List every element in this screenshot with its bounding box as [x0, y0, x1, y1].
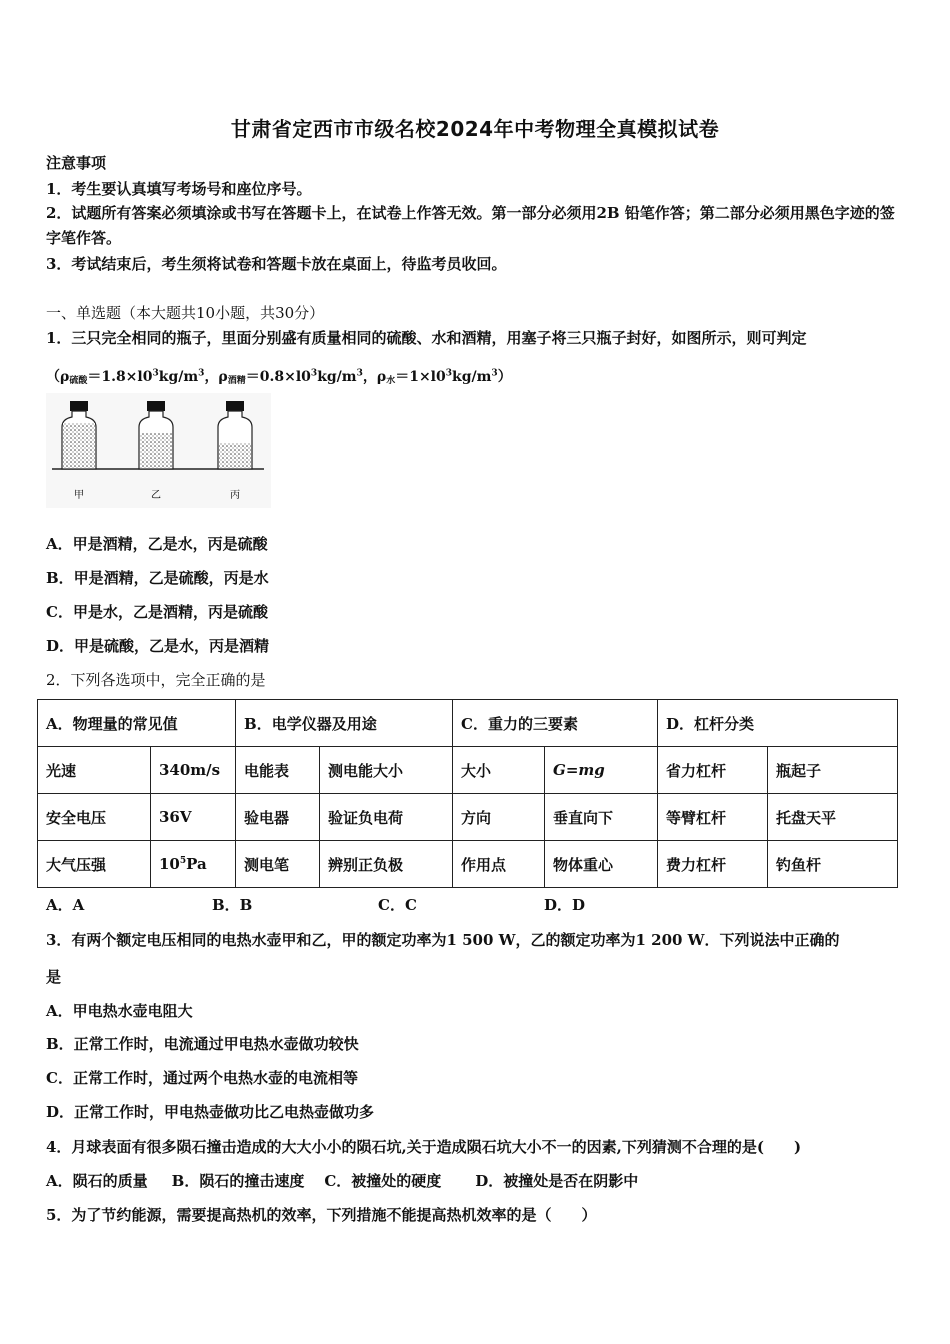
- table-cell: 方向: [453, 794, 545, 841]
- table-header-row: [38, 700, 898, 747]
- q1-option-d: D．甲是硫酸，乙是水，丙是酒精: [46, 637, 270, 655]
- pressure-unit: Pa: [186, 855, 207, 873]
- q2-option-c: C．C: [378, 896, 417, 914]
- table-cell: 验证负电荷: [320, 794, 453, 841]
- q3-stem: 3．有两个额定电压相同的电热水壶甲和乙，甲的额定功率为1 500 W，乙的额定功率为1 200 W．下列说法中正确的: [46, 931, 840, 949]
- label-yi: 乙: [151, 490, 161, 501]
- table-cell: 费力杠杆: [658, 841, 768, 888]
- table-cell: 测电笔: [236, 841, 320, 888]
- q1-densities: （$\rho_{硫酸}=1.8\times l0^3kg/m^3$，$\rho_{酒精}=0.8\times l0^3kg/m^3$，$\rho_水=1\times l0^3kg/m^3$）: [46, 368, 512, 386]
- q2-stem: 2．下列各选项中，完全正确的是: [46, 671, 266, 689]
- table-row: [38, 747, 898, 794]
- q2-option-d: D．D: [544, 896, 586, 914]
- q2-table: [37, 699, 898, 888]
- table-cell: 大小: [453, 747, 545, 794]
- table-cell: 垂直向下: [545, 794, 658, 841]
- table-header: D．杠杆分类: [658, 700, 898, 747]
- q3-option-a: A．甲电热水壶电阻大: [46, 1002, 193, 1020]
- q4-option-c: C．被撞处的硬度: [324, 1172, 442, 1190]
- table-cell: 辨别正负极: [320, 841, 453, 888]
- section-heading: 一、单选题（本大题共10小题，共30分）: [46, 304, 325, 322]
- table-cell: 36V: [151, 794, 236, 841]
- q3-option-c: C．正常工作时，通过两个电热水壶的电流相等: [46, 1069, 358, 1087]
- table-cell: 物体重心: [545, 841, 658, 888]
- table-cell: 大气压强: [38, 841, 151, 888]
- q2-option-a: A．A: [46, 896, 85, 914]
- table-header: C．重力的三要素: [453, 700, 658, 747]
- q5-stem: 5．为了节约能源，需要提高热机的效率，下列措施不能提高热机效率的是（ ）: [46, 1206, 597, 1224]
- table-row: [38, 794, 898, 841]
- table-cell: [151, 841, 236, 888]
- table-cell: 瓶起子: [768, 747, 898, 794]
- table-cell: 测电能大小: [320, 747, 453, 794]
- q2-options: [46, 894, 746, 915]
- q1-option-b: B．甲是酒精，乙是硫酸，丙是水: [46, 569, 269, 587]
- table-cell: 省力杠杆: [658, 747, 768, 794]
- q4-options: [46, 1170, 638, 1191]
- q1-stem: 1．三只完全相同的瓶子，里面分别盛有质量相同的硫酸、水和酒精，用塞子将三只瓶子封好，如图所示，则可判定: [46, 329, 807, 347]
- table-cell: G=mg: [545, 747, 658, 794]
- pressure-exponent: 5: [179, 856, 187, 866]
- q3-option-d: D．正常工作时，甲电热壶做功比乙电热壶做功多: [46, 1103, 375, 1121]
- table-cell: 等臂杠杆: [658, 794, 768, 841]
- table-cell: 340m/s: [151, 747, 236, 794]
- q2-option-b: B．B: [212, 896, 253, 914]
- table-cell: 验电器: [236, 794, 320, 841]
- label-bing: 丙: [230, 490, 240, 501]
- q4-option-d: D．被撞处是否在阴影中: [475, 1172, 639, 1190]
- table-cell: 作用点: [453, 841, 545, 888]
- table-cell: 安全电压: [38, 794, 151, 841]
- table-cell: 托盘天平: [768, 794, 898, 841]
- notice-item-2: 2．试题所有答案必须填涂或书写在答题卡上，在试卷上作答无效。第一部分必须用2B 铅笔作答；第二部分必须用黑色字迹的签字笔作答。: [46, 204, 895, 247]
- pressure-base: 10: [159, 855, 180, 873]
- table-header: A．物理量的常见值: [38, 700, 236, 747]
- q4-option-b: B．陨石的撞击速度: [171, 1172, 305, 1190]
- notice-heading: 注意事项: [46, 154, 107, 172]
- q4-option-a: A．陨石的质量: [46, 1172, 148, 1190]
- table-cell: 钓鱼杆: [768, 841, 898, 888]
- bottles-figure: [46, 393, 271, 508]
- q4-stem: 4．月球表面有很多陨石撞击造成的大大小小的陨石坑,关于造成陨石坑大小不一的因素,下列猜测不合理的是( ): [46, 1138, 802, 1156]
- q1-option-a: A．甲是酒精，乙是水，丙是硫酸: [46, 535, 268, 553]
- label-jia: 甲: [74, 490, 84, 501]
- notice-item-1: 1．考生要认真填写考场号和座位序号。: [46, 180, 312, 198]
- table-header: B．电学仪器及用途: [236, 700, 453, 747]
- table-row: [38, 841, 898, 888]
- q3-stem-cont: 是: [46, 968, 62, 986]
- table-cell: 光速: [38, 747, 151, 794]
- q1-option-c: C．甲是水，乙是酒精，丙是硫酸: [46, 603, 268, 621]
- notice-item-3: 3．考试结束后，考生须将试卷和答题卡放在桌面上，待监考员收回。: [46, 255, 507, 273]
- page-title: 甘肃省定西市市级名校2024年中考物理全真模拟试卷: [230, 117, 720, 141]
- q3-option-b: B．正常工作时，电流通过甲电热水壶做功较快: [46, 1035, 359, 1053]
- table-cell: 电能表: [236, 747, 320, 794]
